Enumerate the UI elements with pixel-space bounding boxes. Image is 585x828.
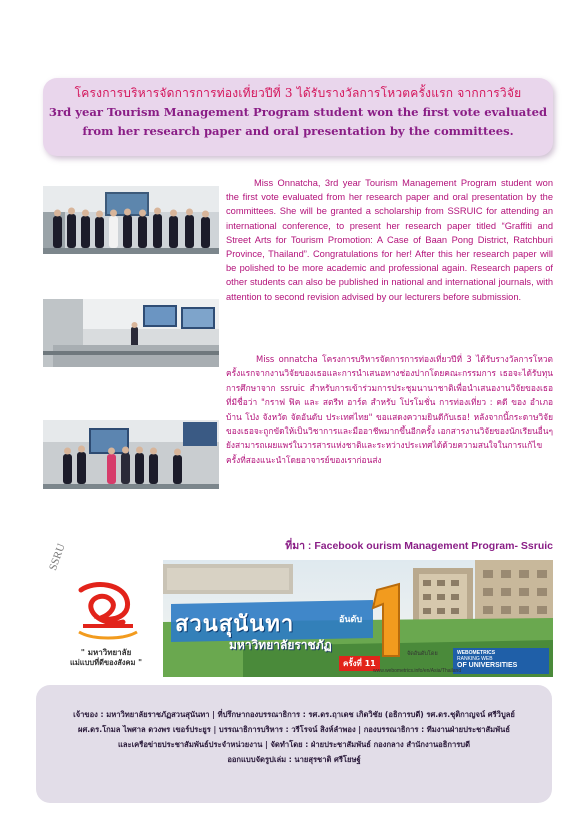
headline-thai: โครงการบริหารจัดการการท่องเที่ยวปีที่ 3 ได้รับรางวัลการโหวตครั้งแรก จากการวิจัย	[74, 86, 522, 100]
banner-logo-text: SSRU	[47, 542, 68, 573]
masthead-text	[36, 707, 552, 767]
masthead-line-4: ออกแบบจัดรูปเล่ม : นายสุรชาติ ศรีโยษฐ์	[227, 755, 361, 764]
headline-box	[43, 78, 553, 156]
banner-issue-label: ครั้งที่ 11	[339, 656, 380, 671]
banner-rank-prefix: อันดับ	[339, 615, 363, 625]
photo-presentation	[43, 299, 219, 367]
photo-group	[43, 186, 219, 254]
banner-subheadline: มหาวิทยาลัยราชภัฏ	[229, 638, 332, 652]
banner-ranking-org-line-1: WEBOMETRICS	[457, 650, 496, 656]
masthead-line-3: และเครือข่ายประชาสัมพันธ์ประจำหน่วยงาน | จัดทำโดย : ฝ่ายประชาสัมพันธ์ กองกลาง สำนักงานอธิการบดี	[117, 740, 471, 749]
banner-credit-text: จัดอันดับโดย	[407, 651, 438, 657]
banner-motto-line-1: " มหาวิทยาลัย	[80, 648, 132, 657]
banner-rank-number	[373, 600, 374, 601]
banner-url: www.webometrics.info/en/Asia/Thailand	[373, 668, 462, 674]
banner-ranking-org-line-2: RANKING WEB	[457, 656, 493, 662]
masthead-footer	[36, 685, 552, 803]
masthead-line-1: เจ้าของ : มหาวิทยาลัยราชภัฏสวนสุนันทา | ที่ปรึกษากองบรรณาธิการ : รศ.ดร.ฤาเดช เกิดวิชัย (อธิการบดี) รศ.ดร.ชุติกาญจน์ ศรีวิบูลย์	[73, 710, 515, 719]
banner-ranking-org-line-3: OF UNIVERSITIES	[457, 662, 518, 669]
headline-english-line-2: from her research paper and oral presentation by the committees.	[82, 124, 514, 138]
source-credit: ที่มา : Facebook ourism Management Program- Ssruic	[285, 540, 553, 552]
photo-award	[43, 420, 219, 489]
banner-motto-line-2: แม่แบบที่ดีของสังคม "	[70, 658, 142, 667]
article-body-english: Miss Onnatcha, 3rd year Tourism Management Program student won the first vote evaluated from her research paper and oral presentation by the committees. She will be granted a scholarship from SSRUIC for attending an international conference, to present her research paper titled “Graffiti and Street Arts for Tourism Promotion: A Case of Baan Pong District, Ratchburi Province, Thailand”. Congratulations for her! After this her research paper will be polished to be more academic and professional again. Research papers of other students can also be published in national and international journals, with attention to second revision advised by our lecturers before submission.	[226, 178, 553, 302]
banner-headline: สวนสุนันทา	[175, 612, 295, 637]
masthead-line-2: ผศ.ดร.โกมล ไพศาล ดวงพร เขอร์ประยูร | บรรณาธิการบริหาร : วรีโรจน์ สิงห์ลำพอง | กองบรรณาธิการ : ทีมงานฝ่ายประชาสัมพันธ์	[78, 725, 510, 734]
article-body-thai: Miss onnatcha โครงการบริหารจัดการการท่องเที่ยวปีที่ 3 ได้รับรางวัลการโหวตครั้งแรกจากงานวิจัยของเธอและการนำเสนอทางช่องปากโดยคณะกรรมการ เธอจะได้รับทุนการศึกษาจาก ssruic สำหรับการเข้าร่วมการประชุมนานาชาติเพื่อนำเสนองานวิจัยของเธอที่มีชื่อว่า "กราฟ ฟิค และ สตรีท อาร์ต สำหรับ โปรโมชั่น การท่องเที่ยว : คดี ของ อำเภอ บ้าน โป่ง จังหวัด จัดอันดับ ประเทศไทย" ขอแสดงความยินดีกับเธอ! หลังจากนี้กระดาษวิจัยของเธอจะถูกขัดให้เป็นวิชาการและมืออาชีพมากขึ้นอีกครั้ง เอกสารงานวิจัยของนักเรียนอื่นๆยังสามารถเผยแพร่ในวารสารแห่งชาติและระหว่างประเทศได้ด้วยความสนใจในการแก้ไขครั้งที่สองแนะนำโดยอาจารย์ของเราก่อนส่ง	[226, 354, 553, 465]
headline-english-line-1: 3rd year Tourism Management Program student won the first vote evaluated	[48, 105, 548, 119]
